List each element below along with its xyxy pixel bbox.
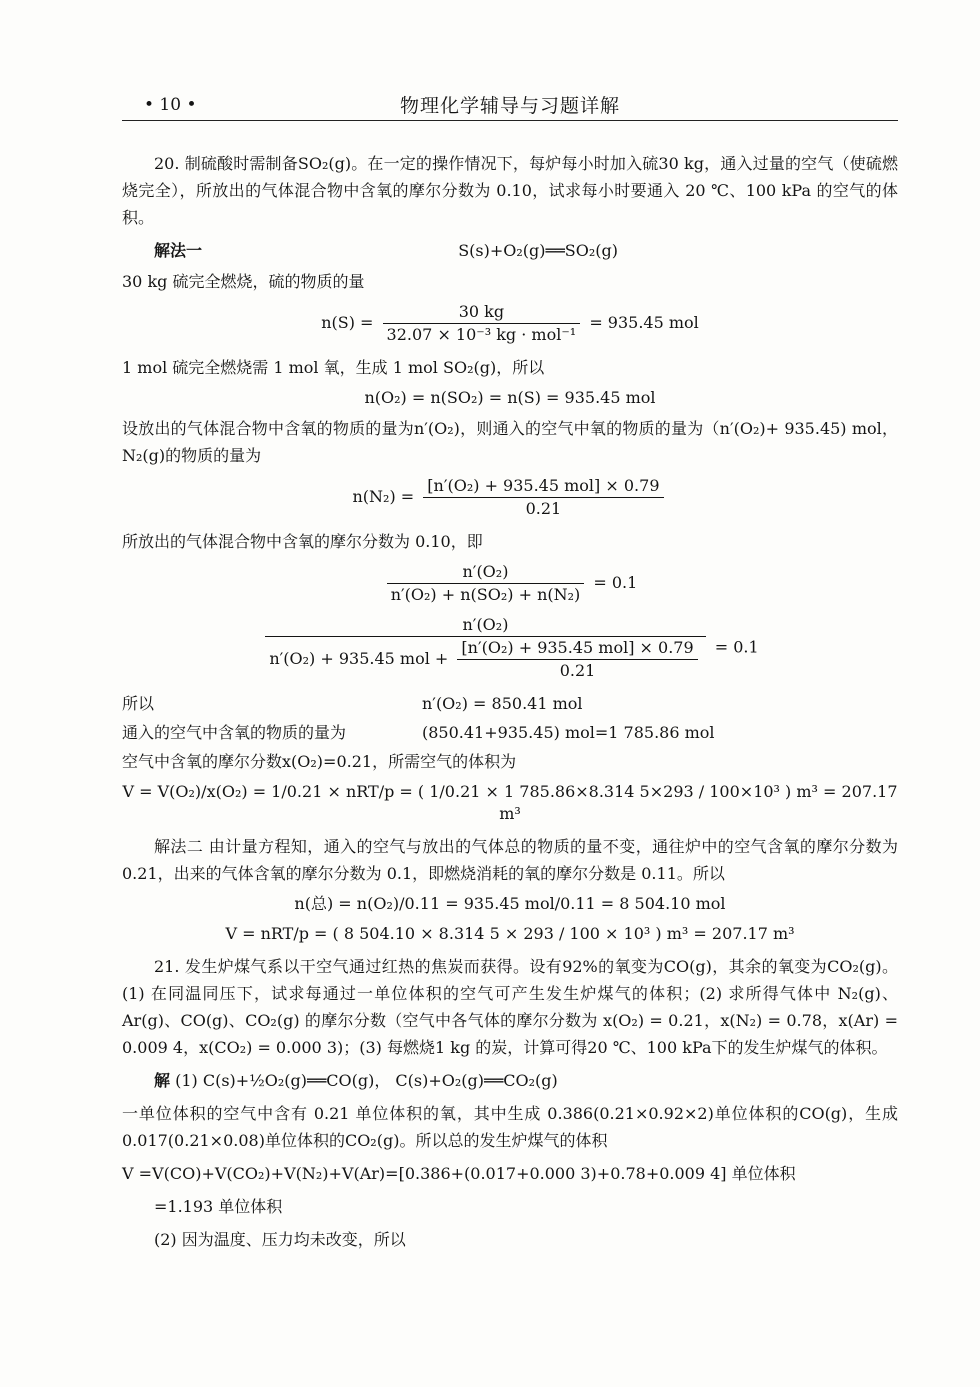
equation-ntot: n(总) = n(O₂)/0.11 = 935.45 mol/0.11 = 8 504.10 mol	[294, 894, 726, 913]
text-line-2: 1 mol 硫完全燃烧需 1 mol 氧，生成 1 mol SO₂(g)，所以	[122, 358, 545, 377]
eq-nN2-lhs: n(N₂) =	[352, 487, 415, 506]
equation-x1	[122, 561, 898, 606]
solution-label: 解	[154, 1071, 171, 1090]
eq-x1-fraction	[387, 561, 585, 606]
eq-x2-den	[265, 637, 705, 682]
problem-20-statement: 20. 制硫酸时需制备SO₂(g)。在一定的操作情况下，每炉每小时加入硫30 kg，通入过量的空气（使硫燃烧完全），所放出的气体混合物中含氧的摩尔分数为 0.10，试求每小时要通入 20 ℃、100 kPa 的空气的体积。	[122, 154, 898, 227]
equation-nS	[122, 301, 898, 346]
equation-nO2: n(O₂) = n(SO₂) = n(S) = 935.45 mol	[364, 388, 656, 407]
text-line-4: 所放出的气体混合物中含氧的摩尔分数为 0.10，即	[122, 532, 483, 551]
equation-total-volume: V =V(CO)+V(CO₂)+V(N₂)+V(Ar)=[0.386+(0.017+0.000 3)+0.78+0.009 4] 单位体积	[122, 1164, 796, 1183]
eq-x2-fraction	[265, 614, 705, 682]
eq-nS-fraction	[383, 301, 581, 346]
method-2-text: 解法二 由计量方程知，通入的空气与放出的气体总的物质的量不变，通往炉中的空气含氧的摩尔分数为 0.21，出来的气体含氧的摩尔分数为 0.1，即燃烧消耗的氧的摩尔分数是 0.11。所以	[122, 837, 898, 883]
so-result-line	[122, 690, 898, 717]
equation-V1: V = V(O₂)/x(O₂) = 1/0.21 × nRT/p = ( 1/0.21 × 1 785.86×8.314 5×293 / 100×10³ ) m³ = 207.17 m³	[122, 782, 898, 823]
eq-x2-inner-den: 0.21	[559, 661, 596, 680]
solution-21-reactions	[122, 1067, 898, 1094]
eq-x1-rhs: = 0.1	[593, 573, 638, 592]
eq-nS-rhs: = 935.45 mol	[589, 313, 699, 332]
method-1-header	[122, 237, 898, 264]
page-number: • 10 •	[144, 95, 197, 115]
eq-nN2-num: [n′(O₂) + 935.45 mol] × 0.79	[423, 475, 663, 498]
eq-x2-inner-num: [n′(O₂) + 935.45 mol] × 0.79	[457, 637, 697, 660]
eq-x1-den: n′(O₂) + n(SO₂) + n(N₂)	[390, 585, 581, 604]
equation-V2: V = nRT/p = ( 8 504.10 × 8.314 5 × 293 / 100 × 10³ ) m³ = 207.17 m³	[225, 924, 795, 943]
solution-21-part2: (2) 因为温度、压力均未改变，所以	[154, 1230, 406, 1249]
eq-nS-lhs: n(S) =	[321, 313, 374, 332]
page-content	[122, 150, 898, 1259]
solution-21-text: 一单位体积的空气中含有 0.21 单位体积的氧，其中生成 0.386(0.21×0.92×2)单位体积的CO(g)，生成 0.017(0.21×0.08)单位体积的CO₂(g)。所以总的发生炉煤气的体积	[122, 1104, 898, 1150]
book-title: 物理化学辅导与习题详解	[399, 95, 620, 117]
equation-total-volume-result: =1.193 单位体积	[154, 1197, 283, 1216]
eq-x2-num: n′(O₂)	[265, 614, 705, 637]
air-o2-line	[122, 719, 898, 746]
eq-x2-inner-fraction	[457, 637, 697, 682]
eq-x1-num: n′(O₂)	[387, 561, 585, 584]
air-o2-value: (850.41+935.45) mol=1 785.86 mol	[422, 723, 715, 742]
so-label: 所以	[122, 694, 155, 713]
reactions-21: (1) C(s)+½O₂(g)══CO(g)， C(s)+O₂(g)══CO₂(g)	[175, 1071, 558, 1090]
page-header	[122, 94, 898, 121]
eq-nN2-den: 0.21	[525, 499, 562, 518]
problem-21-statement: 21. 发生炉煤气系以干空气通过红热的焦炭而获得。设有92%的氧变为CO(g)，其余的氧变为CO₂(g)。(1) 在同温同压下，试求每通过一单位体积的空气可产生发生炉煤气的体积；(2) 求所得气体中 N₂(g)、Ar(g)、CO(g)、CO₂(g) 的摩尔分数（空气中各气体的摩尔分数为 x(O₂) = 0.21，x(N₂) = 0.78，x(Ar) = 0.009 4，x(CO₂) = 0.000 3)；(3) 每燃烧1 kg 的炭，计算可得20 ℃、100 kPa下的发生炉煤气的体积。	[122, 957, 898, 1057]
air-o2-label: 通入的空气中含氧的物质的量为	[122, 723, 347, 742]
reaction-equation: S(s)+O₂(g)══SO₂(g)	[458, 241, 618, 260]
eq-x2-rhs: = 0.1	[714, 637, 759, 657]
equation-x2	[122, 614, 898, 682]
text-line-1: 30 kg 硫完全燃烧，硫的物质的量	[122, 272, 365, 291]
eq-nN2-fraction	[423, 475, 663, 520]
text-line-5: 空气中含氧的摩尔分数x(O₂)=0.21，所需空气的体积为	[122, 752, 517, 771]
equation-nN2	[122, 475, 898, 520]
so-result: n′(O₂) = 850.41 mol	[422, 694, 583, 713]
eq-nS-den: 32.07 × 10⁻³ kg · mol⁻¹	[386, 325, 577, 344]
method-1-label: 解法一	[154, 241, 203, 260]
eq-nS-num: 30 kg	[383, 301, 581, 324]
text-line-3: 设放出的气体混合物中含氧的物质的量为n′(O₂)，则通入的空气中氧的物质的量为（n′(O₂)+ 935.45) mol，N₂(g)的物质的量为	[122, 419, 898, 465]
eq-x2-den-a: n′(O₂) + 935.45 mol +	[269, 649, 449, 668]
